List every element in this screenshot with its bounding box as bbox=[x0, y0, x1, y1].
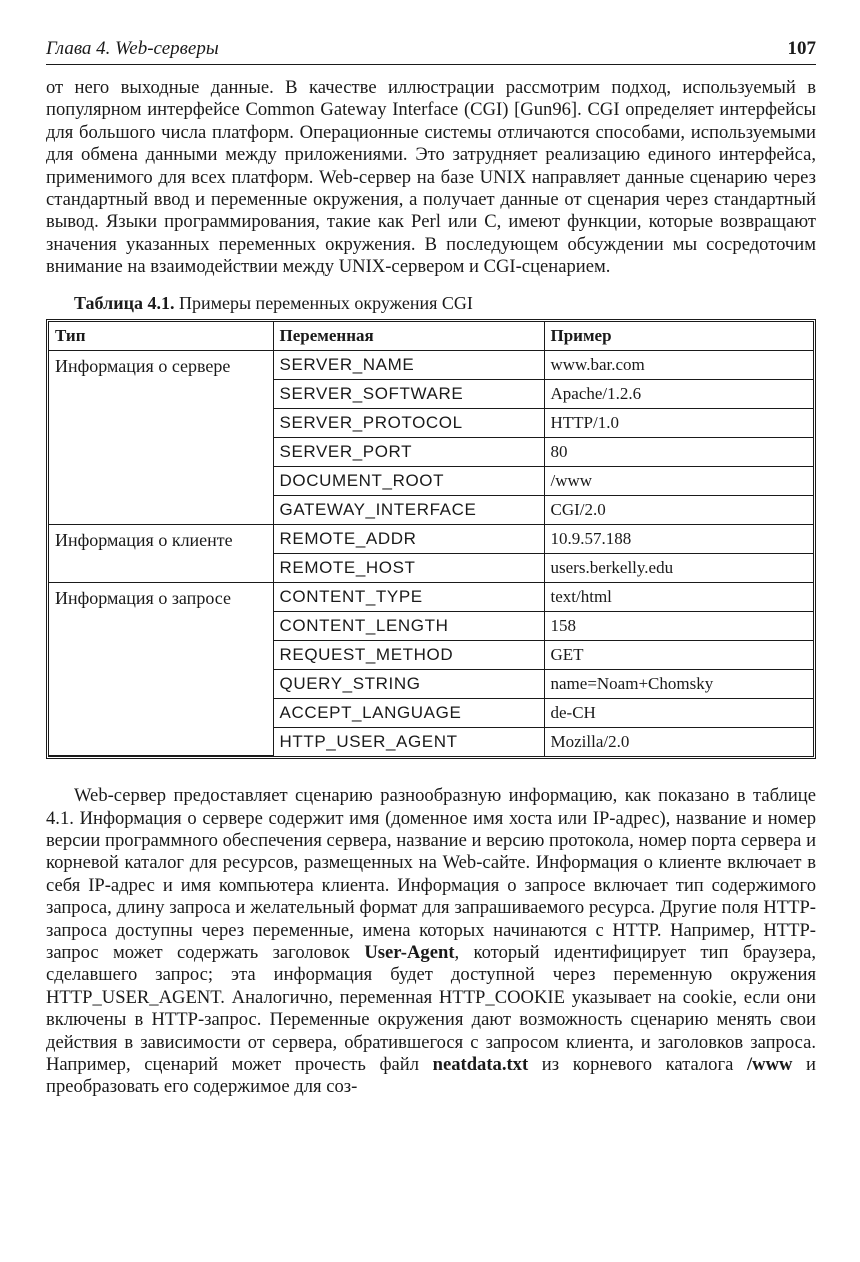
variable-cell: ACCEPT_LANGUAGE bbox=[273, 698, 544, 727]
paragraph-2-text-2: , который идентифицирует тип браузера, сделавшего запрос; эта информация будет доступной через переменную окружения HTTP_USER_AGENT. Аналогично, переменная HTTP_COOKIE указывает на cookie, если они включены в HTTP-запрос. Переменные окружения дают возможность сценарию менять свои действия в зависимости от сервера, обратившегося с запросом клиента, и заголовков запроса. Например, сценарий может прочесть файл bbox=[46, 942, 816, 1076]
variable-cell: SERVER_NAME bbox=[273, 350, 544, 379]
example-cell: www.bar.com bbox=[544, 350, 813, 379]
example-cell: /www bbox=[544, 466, 813, 495]
variable-cell: DOCUMENT_ROOT bbox=[273, 466, 544, 495]
variable-cell: CONTENT_TYPE bbox=[273, 582, 544, 611]
table-header-row bbox=[49, 322, 813, 351]
paragraph-2-text-3: из корневого каталога bbox=[528, 1054, 747, 1076]
paragraph-1: от него выходные данные. В качестве иллюстрации рассмотрим подход, используемый в популярном интерфейсе Common Gateway Interface (CGI) [Gun96]. CGI определяет интерфейсы для большого числа платформ. Операционные системы отличаются способами, используемыми для обмена данными между приложениями. Это затрудняет реализацию единого интерфейса, применимого для всех платформ. Web-сервер на базе UNIX направляет данные сценарию через стандартный ввод и переменные окружения, а получает данные от сценария через стандартный вывод. Языки программирования, такие как Perl или C, имеют функции, которые возвращают значения указанных переменных окружения. В последующем обсуждении мы сосредоточим внимание на взаимодействии между UNIX-сервером и CGI-сценарием. bbox=[46, 77, 816, 278]
header-type: Тип bbox=[49, 322, 273, 351]
paragraph-2-text-1: Web-сервер предоставляет сценарию разнообразную информацию, как показано в таблице 4.1. Информация о сервере содержит имя (доменное имя хоста или IP-адрес), название и номер версии программного обеспечения сервера, название и версию протокола, номер порта сервера и корневой каталог для ресурсов, размещенных на Web-сайте. Информация о клиенте включает в себя IP-адрес и имя компьютера клиента. Информация о запросе включает тип содержимого запроса, длину запроса и желательный формат для запрашиваемого ресурса. Другие поля HTTP-запроса доступны через переменные, имена которых начинаются с HTTP. Например, HTTP-запрос может содержать заголовок bbox=[46, 785, 817, 963]
example-cell: HTTP/1.0 bbox=[544, 408, 813, 437]
cgi-variables-table-frame bbox=[46, 319, 816, 760]
variable-cell: SERVER_PORT bbox=[273, 437, 544, 466]
paragraph-2 bbox=[46, 785, 816, 1099]
example-cell: 10.9.57.188 bbox=[544, 524, 813, 553]
variable-cell: REMOTE_HOST bbox=[273, 553, 544, 582]
example-cell: text/html bbox=[544, 582, 813, 611]
example-cell: de-CH bbox=[544, 698, 813, 727]
example-cell: name=Noam+Chomsky bbox=[544, 669, 813, 698]
book-page bbox=[46, 38, 816, 1099]
header-example: Пример bbox=[544, 322, 813, 351]
chapter-title: Глава 4. Web-серверы bbox=[46, 38, 219, 59]
table-caption-text: Примеры переменных окружения CGI bbox=[178, 292, 473, 313]
table-row bbox=[49, 582, 813, 611]
type-cell-server: Информация о сервере bbox=[49, 350, 273, 524]
cgi-variables-table bbox=[49, 322, 813, 757]
example-cell: CGI/2.0 bbox=[544, 495, 813, 524]
filename-term: neatdata.txt bbox=[432, 1054, 529, 1076]
example-cell: Apache/1.2.6 bbox=[544, 379, 813, 408]
page-number: 107 bbox=[787, 38, 816, 59]
table-caption-label: Таблица 4.1. bbox=[74, 292, 175, 313]
type-cell-client: Информация о клиенте bbox=[49, 524, 273, 582]
type-cell-request: Информация о запросе bbox=[49, 582, 273, 756]
directory-term: /www bbox=[746, 1054, 793, 1076]
variable-cell: QUERY_STRING bbox=[273, 669, 544, 698]
example-cell: 158 bbox=[544, 611, 813, 640]
variable-cell: REMOTE_ADDR bbox=[273, 524, 544, 553]
variable-cell: CONTENT_LENGTH bbox=[273, 611, 544, 640]
running-header bbox=[46, 38, 816, 65]
table-caption bbox=[74, 292, 816, 314]
variable-cell: SERVER_PROTOCOL bbox=[273, 408, 544, 437]
header-variable: Переменная bbox=[273, 322, 544, 351]
variable-cell: SERVER_SOFTWARE bbox=[273, 379, 544, 408]
variable-cell: REQUEST_METHOD bbox=[273, 640, 544, 669]
paragraph-2-text-4: и преобразовать его содержимое для соз- bbox=[46, 1054, 816, 1098]
example-cell: 80 bbox=[544, 437, 813, 466]
table-row bbox=[49, 350, 813, 379]
example-cell: Mozilla/2.0 bbox=[544, 727, 813, 756]
example-cell: users.berkelly.edu bbox=[544, 553, 813, 582]
variable-cell: GATEWAY_INTERFACE bbox=[273, 495, 544, 524]
example-cell: GET bbox=[544, 640, 813, 669]
user-agent-term: User-Agent bbox=[364, 942, 455, 963]
table-row bbox=[49, 524, 813, 553]
variable-cell: HTTP_USER_AGENT bbox=[273, 727, 544, 756]
